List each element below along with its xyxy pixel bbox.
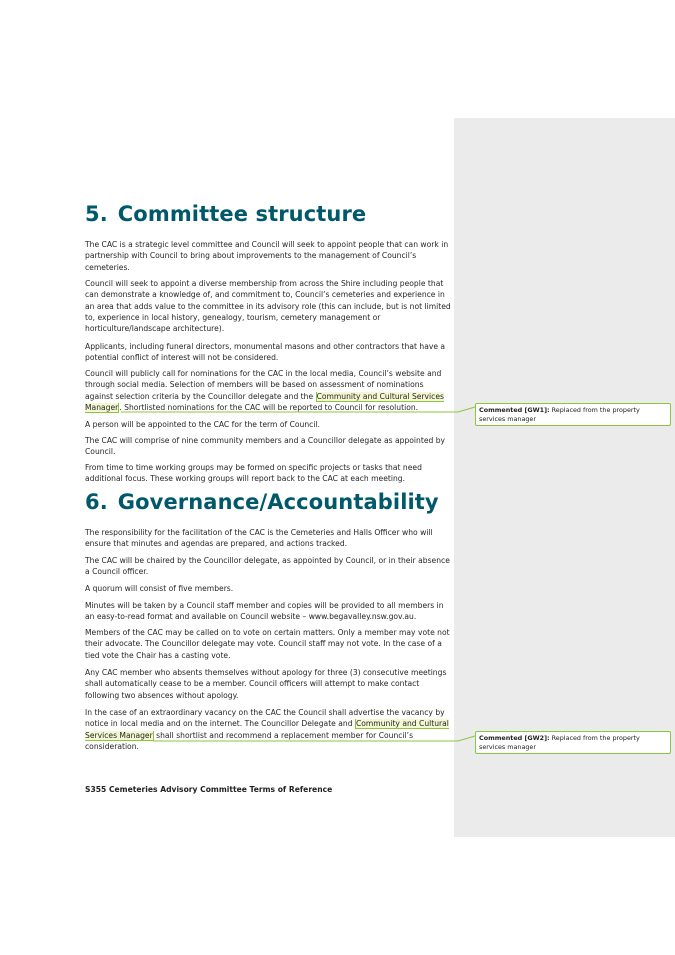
paragraph (85, 707, 453, 752)
section-title: Governance/Accountability (117, 490, 439, 514)
paragraph: A person will be appointed to the CAC for the term of Council. (85, 420, 320, 429)
section-number: 6. (85, 490, 108, 514)
paragraph: The CAC will comprise of nine community members and a Councillor delegate as appointed by Council. (85, 436, 446, 457)
comments-pane (454, 118, 675, 837)
paragraph: From time to time working groups may be formed on specific projects or tasks that need additional focus. These working groups will report back to the CAC at each meeting. (85, 463, 422, 484)
paragraph-text: shall shortlist and recommend a replacement member for Council’s consideration. (85, 730, 414, 751)
comment-label: Commented [GW1]: (479, 406, 550, 414)
paragraph: Applicants, including funeral directors, monumental masons and other contractors that have a potential conflict of interest will not be considered. (85, 342, 446, 363)
paragraph-text: Council will publicly call for nominations for the CAC in the local media, Council’s website and through social media. Selection of members will be based on assessment of nominations against selection criteria by the Councillor delegate and the (85, 369, 442, 401)
paragraph: The CAC will be chaired by the Councillor delegate, as appointed by Council, or in their absence a Council officer. (85, 556, 450, 577)
commented-text-gw1[interactable]: Community and Cultural Services Manager (85, 391, 444, 412)
comment-label: Commented [GW2]: (479, 734, 550, 742)
paragraph: The CAC is a strategic level committee and Council will seek to appoint people that can work in partnership with Council to bring about improvements to the management of Council’s cemeteries. (85, 240, 449, 272)
comment-text: Replaced from the property services manager (479, 734, 640, 751)
commented-text-gw2[interactable]: Community and Cultural Services Manager (85, 719, 449, 740)
paragraph: Council will seek to appoint a diverse membership from across the Shire including people that can demonstrate a knowledge of, and commitment to, Council’s cemeteries and experience in an area that adds value to the committee in its advisory role (this can include, but is not limited to, experience in local history, genealogy, tourism, cemetery management or horticulture/landscape architecture). (85, 279, 451, 334)
comment-balloon-gw1[interactable] (475, 403, 671, 426)
section-6-heading (85, 490, 439, 514)
paragraph (85, 368, 453, 413)
section-title: Committee structure (117, 202, 367, 226)
paragraph-text: . Shortlisted nominations for the CAC will be reported to Council for resolution. (119, 402, 419, 412)
section-5-heading (85, 202, 366, 226)
section-number: 5. (85, 202, 108, 226)
paragraph-text: In the case of an extraordinary vacancy on the CAC the Council shall advertise the vacancy by notice in local media and on the internet. The Councillor Delegate and (85, 708, 445, 729)
comment-balloon-gw2[interactable] (475, 731, 671, 754)
paragraph: The responsibility for the facilitation of the CAC is the Cemeteries and Halls Officer who will ensure that minutes and agendas are prepared, and actions tracked. (85, 528, 433, 549)
paragraph: Minutes will be taken by a Council staff member and copies will be provided to all members in an easy-to-read format and available on Council website – www.begavalley.nsw.gov.au. (85, 601, 444, 622)
comment-text: Replaced from the property services manager (479, 406, 640, 423)
paragraph: A quorum will consist of five members. (85, 584, 234, 593)
page-footer: S355 Cemeteries Advisory Committee Terms of Reference (85, 785, 333, 794)
paragraph: Any CAC member who absents themselves without apology for three (3) consecutive meetings shall automatically cease to be a member. Council officers will attempt to make contact following two absences without apology. (85, 668, 447, 700)
paragraph: Members of the CAC may be called on to vote on certain matters. Only a member may vote not their advocate. The Councillor delegate may vote. Council staff may not vote. In the case of a tied vote the Chair has a casting vote. (85, 628, 450, 660)
